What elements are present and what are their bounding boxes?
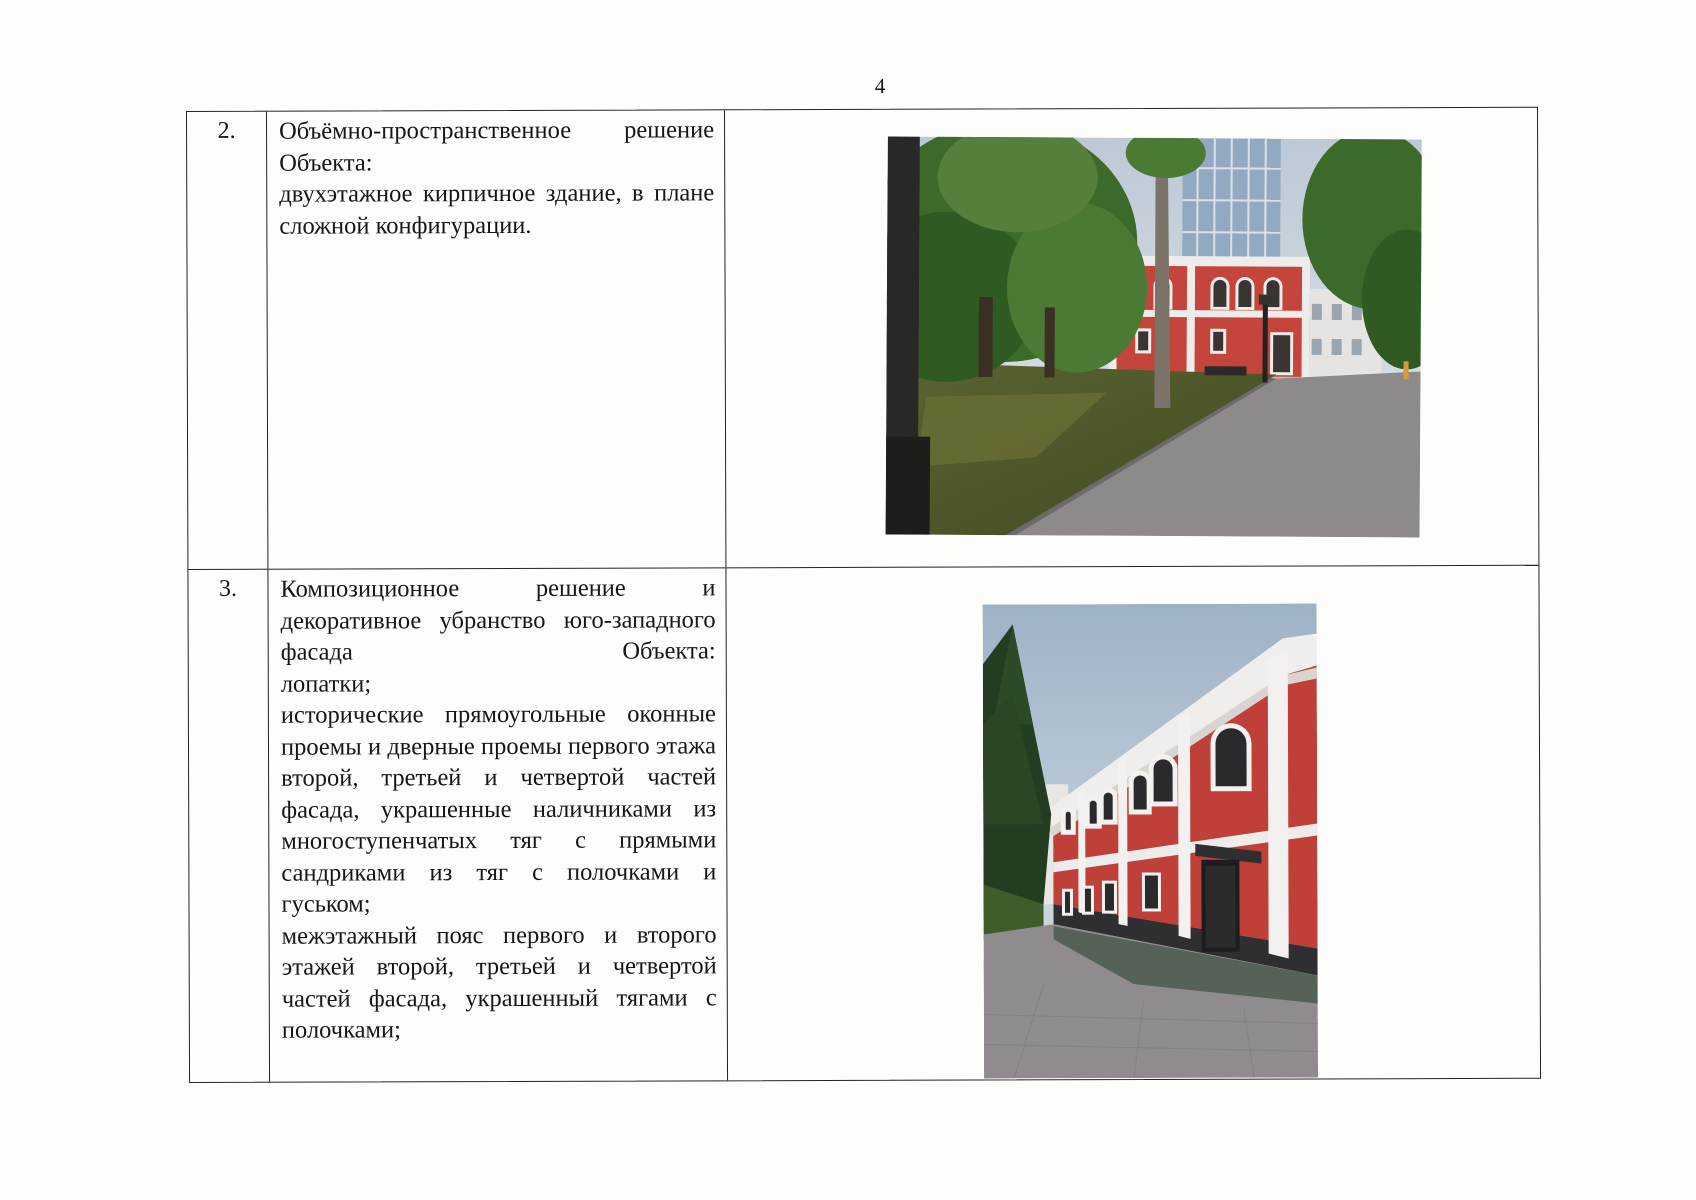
row-number-cell (187, 112, 268, 569)
row-description-cell (268, 568, 728, 1081)
row-number-cell (188, 570, 270, 1082)
table-row (187, 108, 1538, 570)
page-number: 4 (874, 74, 886, 98)
photo-park-red-building (886, 136, 1422, 537)
row-heading: Композиционное решение и декоративное убранство юго-западного фасада Объекта: (280, 574, 716, 666)
row-number: 3. (218, 575, 238, 602)
content-table (186, 107, 1541, 1083)
row-line: исторические прямоугольные оконные проемы и дверные проемы первого этажа второй, третьей и четвертой частей фасада, украшенные наличниками из многоступенчатых тяг с прямыми сандриками из тяг с полочками и гуськом; (280, 700, 717, 918)
row-photo-cell (725, 108, 1538, 568)
row-number: 2. (217, 117, 236, 144)
row-line: лопатки; (280, 669, 372, 698)
row-heading: Объёмно-пространственное решение Объекта: (279, 116, 715, 177)
table-row (188, 566, 1540, 1082)
row-line: двухэтажное кирпичное здание, в плане сложной конфигурации. (279, 179, 715, 240)
row-photo-cell (726, 566, 1540, 1081)
row-line: межэтажный пояс первого и второго этажей второй, третьей и четвертой частей фасада, украшенный тягами с полочками; (281, 920, 717, 1044)
row-description-cell (267, 110, 726, 568)
photo-facade-arched-windows (983, 603, 1318, 1078)
